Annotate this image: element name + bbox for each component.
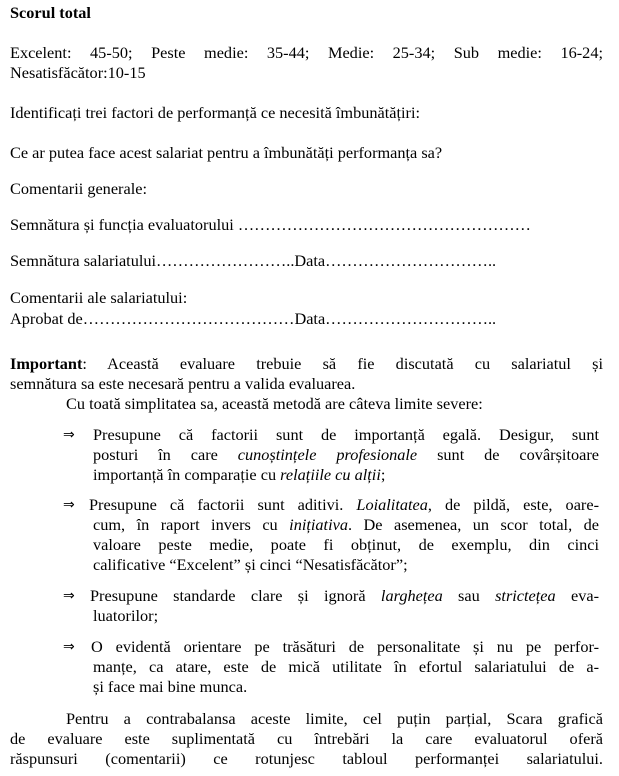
limitation-text: Presupune că factorii sunt de importanță egală. Desigur, sunt <box>93 425 599 444</box>
general-comments-label: Comentarii generale: <box>10 179 147 198</box>
closing-paragraph-line-2: de evaluare este suplimentată cu întrebări la care evaluatorul oferă <box>10 729 603 748</box>
score-ranges-line-2: Nesatisfăcător:10-15 <box>10 63 146 82</box>
limitation-text: manțe, ca atare, este de mică utilitate în efortul salariatului de a- <box>93 657 599 676</box>
limitation-text: luatorilor; <box>93 606 159 625</box>
limitation-text: valoare peste medie, poate fi obținut, de exemplu, din cinci <box>93 535 599 554</box>
limitation-text: posturi în care cunoștințele profesionale sunt de covârșitoare <box>93 445 599 464</box>
identify-factors-prompt: Identificați trei factori de performanță ce necesită îmbunătățiri: <box>10 103 420 122</box>
limitation-text: Presupune standarde clare și ignoră larghețea sau strictețea eva- <box>90 586 600 605</box>
employee-comments-label: Comentarii ale salariatului: <box>10 288 188 307</box>
closing-paragraph-line-3: răspunsuri (comentarii) ce rotunjesc tabloul performanței salariatului. <box>10 749 603 768</box>
approved-by-field: Aprobat de…………………………………Data………………………….. <box>10 309 497 328</box>
improve-question-prompt: Ce ar putea face acest salariat pentru a îmbunătăți performanța sa? <box>10 143 443 162</box>
section-title: Scorul total <box>10 3 91 22</box>
important-note-line-2: semnătura sa este necesară pentru a valida evaluarea. <box>10 374 356 393</box>
important-note-line-1 <box>10 354 603 374</box>
implies-arrow-icon: ⇒ <box>63 588 75 604</box>
important-text: : Această evaluare trebuie să fie discutată cu salariatul și <box>82 354 603 373</box>
implies-arrow-icon: ⇒ <box>63 639 75 655</box>
implies-arrow-icon: ⇒ <box>63 427 75 443</box>
limitation-text: și face mai bine munca. <box>93 677 248 696</box>
limitation-text: O evidentă orientare pe trăsături de personalitate și nu pe perfor- <box>91 637 599 656</box>
employee-signature-field: Semnătura salariatului……………………..Data………………………….. <box>10 251 497 270</box>
implies-arrow-icon: ⇒ <box>63 497 75 513</box>
score-ranges-line-1: Excelent: 45-50; Peste medie: 35-44; Medie: 25-34; Sub medie: 16-24; <box>10 43 603 62</box>
limitation-text: calificative “Excelent” și cinci “Nesatisfăcător”; <box>93 555 408 574</box>
limits-intro: Cu toată simplitatea sa, această metodă are câteva limite severe: <box>66 394 483 413</box>
closing-paragraph-line-1: Pentru a contrabalansa aceste limite, cel puțin parțial, Scara grafică <box>66 709 603 728</box>
limitation-text: cum, în raport invers cu inițiativa. De asemenea, un scor total, de <box>93 515 599 534</box>
evaluator-signature-field: Semnătura și funcția evaluatorului ……………………………………………… <box>10 215 531 234</box>
limitation-text: Presupune că factorii sunt aditivi. Loialitatea, de pildă, este, oare- <box>89 495 599 514</box>
important-label: Important <box>10 354 83 373</box>
limitation-text: importanță în comparație cu relațiile cu alții; <box>93 465 386 484</box>
